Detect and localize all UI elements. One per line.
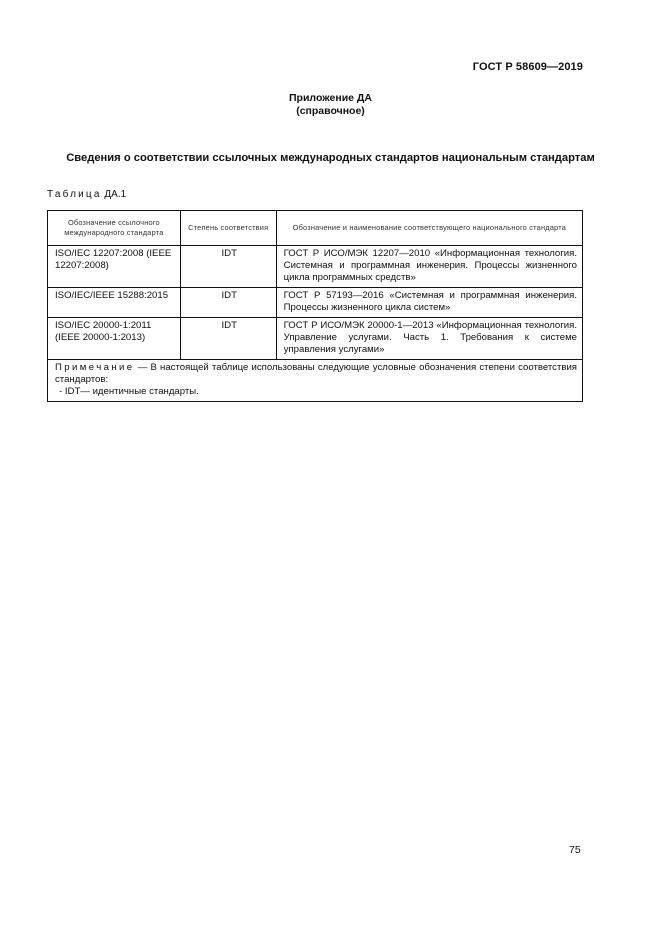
cell-international: ISO/IEC 20000-1:2011 (IEEE 20000-1:2013) (48, 318, 181, 360)
cell-degree: IDT (180, 246, 276, 288)
table-caption (47, 189, 126, 200)
document-designation: ГОСТ Р 58609—2019 (472, 61, 583, 73)
note-item: - IDT— идентичные стандарты. (59, 386, 199, 397)
page-number: 75 (569, 844, 581, 856)
header-international-standard: Обозначение ссылочного международного стандарта (48, 211, 181, 246)
table-note-row (48, 360, 583, 402)
appendix-type: (справочное) (296, 105, 365, 117)
header-national-standard: Обозначение и наименование соответствующего национального стандарта (276, 211, 582, 246)
cell-international: ISO/IEC 12207:2008 (IEEE 12207:2008) (48, 246, 181, 288)
cell-national: ГОСТ Р 57193—2016 «Системная и программная инженерия. Процессы жизненного цикла систем» (276, 288, 582, 318)
cell-national: ГОСТ Р ИСО/МЭК 12207—2010 «Информационная технология. Системная и программная инженерия. Процессы жизненного цикла программных средств» (276, 246, 582, 288)
table-row (48, 288, 583, 318)
header-degree: Степень соответствия (180, 211, 276, 246)
note-text: — В настоящей таблице использованы следующие условные обозначения степени соответствия стандартов: (55, 362, 577, 385)
appendix-title: Приложение ДА (289, 92, 372, 104)
cell-international: ISO/IEC/IEEE 15288:2015 (48, 288, 181, 318)
cell-degree: IDT (180, 288, 276, 318)
section-title: Сведения о соответствии ссылочных международных стандартов национальным стандартам (66, 152, 595, 164)
table-caption-number: ДА.1 (104, 189, 127, 200)
table-row (48, 318, 583, 360)
note-label: Примечание (55, 362, 135, 373)
table-note (48, 360, 583, 402)
table-header-row (48, 211, 583, 246)
table-caption-prefix: Таблица (47, 189, 102, 200)
cell-national: ГОСТ Р ИСО/МЭК 20000-1—2013 «Информационная технология. Управление услугами. Часть 1. Требования к системе управления услугами» (276, 318, 582, 360)
cell-degree: IDT (180, 318, 276, 360)
standards-table (47, 210, 583, 402)
table-row (48, 246, 583, 288)
